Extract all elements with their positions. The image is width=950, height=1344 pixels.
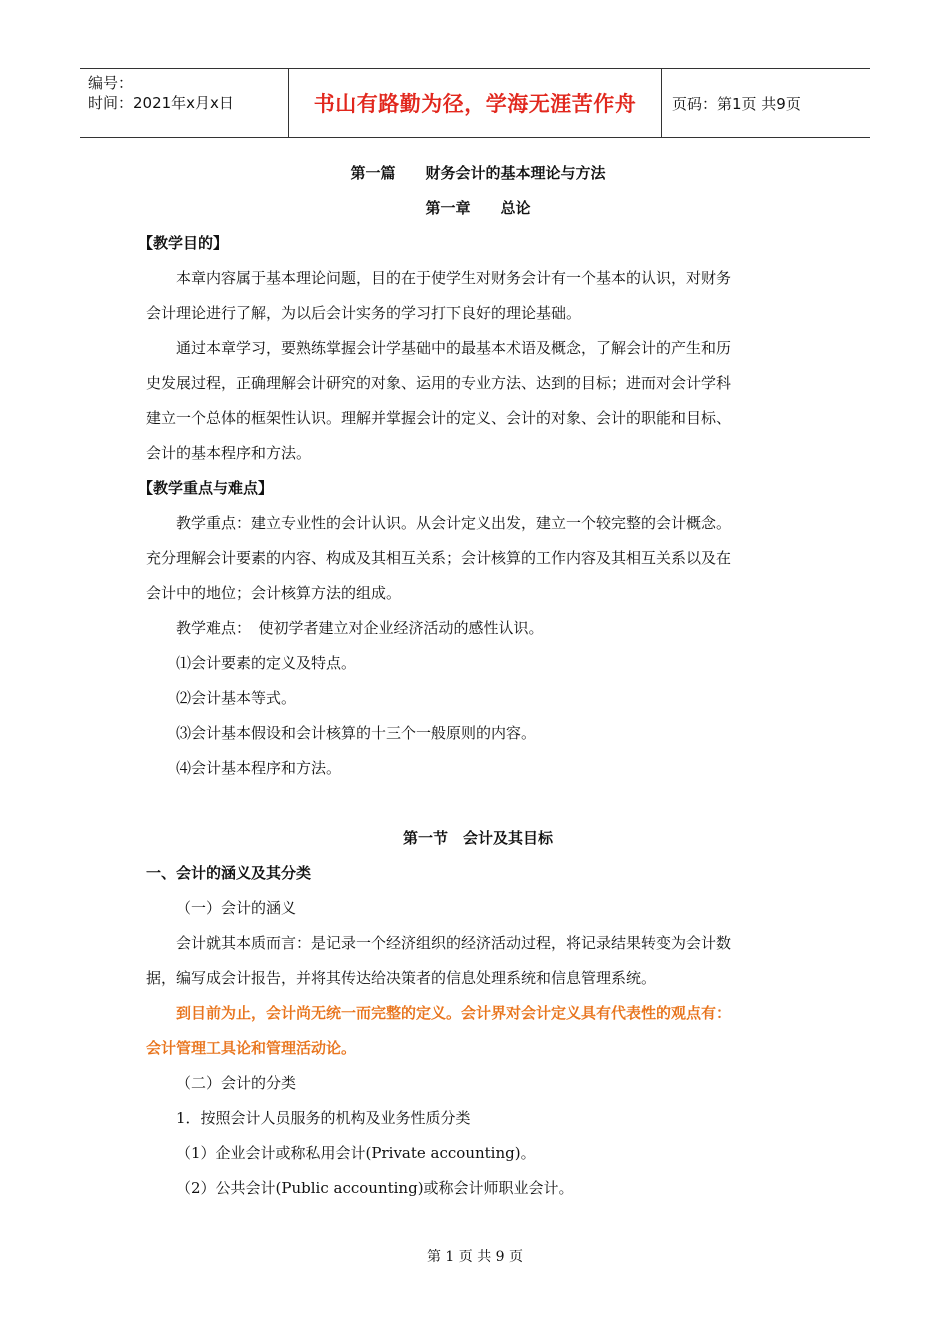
keypoints-heading: 【教学重点与难点】	[138, 479, 274, 497]
paragraph-line: 本章内容属于基本理论问题，目的在于使学生对财务会计有一个基本的认识，对财务	[176, 269, 732, 287]
chapter-title: 第一章 总论	[425, 199, 531, 217]
subheading: 一、会计的涵义及其分类	[146, 864, 312, 882]
number-label: 编号：	[88, 74, 134, 92]
paragraph-line: 会计理论进行了解，为以后会计实务的学习打下良好的理论基础。	[146, 304, 582, 322]
highlight-line: 到目前为止，会计尚无统一而完整的定义。会计界对会计定义具有代表性的观点有：	[176, 1004, 732, 1022]
document-body	[138, 156, 810, 1206]
paragraph-line: 据，编写成会计报告，并将其传达给决策者的信息处理系统和信息管理系统。	[146, 969, 657, 987]
time-label: 时间：2021年x月x日	[88, 94, 234, 112]
paragraph-line: 会计的基本程序和方法。	[146, 444, 312, 462]
part-title: 第一篇 财务会计的基本理论与方法	[350, 164, 606, 182]
paragraph-line: 史发展过程，正确理解会计研究的对象、运用的专业方法、达到的目标；进而对会计学科	[146, 374, 732, 392]
list-item: ⑶会计基本假设和会计核算的十三个一般原则的内容。	[176, 724, 537, 742]
header-motto-cell	[288, 69, 662, 137]
paragraph-line: 教学重点：建立专业性的会计认识。从会计定义出发，建立一个较完整的会计概念。	[176, 514, 732, 532]
motto: 书山有路勤为径，学海无涯苦作舟	[313, 92, 637, 116]
paragraph-line: 会计中的地位；会计核算方法的组成。	[146, 584, 402, 602]
objectives-heading: 【教学目的】	[138, 234, 229, 252]
highlight-line: 会计管理工具论和管理活动论。	[146, 1039, 357, 1057]
list-item: ⑵会计基本等式。	[176, 689, 297, 707]
paragraph-line: 建立一个总体的框架性认识。理解并掌握会计的定义、会计的对象、会计的职能和目标、	[146, 409, 732, 427]
header-page-cell	[662, 69, 870, 137]
header-left-cell	[80, 69, 288, 137]
list-item: ⑷会计基本程序和方法。	[176, 759, 342, 777]
list-item: ⑴会计要素的定义及特点。	[176, 654, 357, 672]
paragraph-line: 教学难点： 使初学者建立对企业经济活动的感性认识。	[176, 619, 544, 637]
section-title: 第一节 会计及其目标	[402, 829, 553, 847]
paragraph-line: 通过本章学习，要熟练掌握会计学基础中的最基本术语及概念，了解会计的产生和历	[176, 339, 732, 357]
subheading: （一）会计的涵义	[176, 899, 297, 917]
paragraph-line: 会计就其本质而言：是记录一个经济组织的经济活动过程，将记录结果转变为会计数	[176, 934, 732, 952]
page-footer: 第 1 页 共 9 页	[426, 1249, 524, 1265]
list-item: 1．按照会计人员服务的机构及业务性质分类	[176, 1109, 471, 1127]
header-table	[80, 68, 870, 138]
list-item: （1）企业会计或称私用会计(Private accounting)。	[176, 1144, 536, 1162]
paragraph-line: 充分理解会计要素的内容、构成及其相互关系；会计核算的工作内容及其相互关系以及在	[146, 549, 732, 567]
page-label: 页码：第1页 共9页	[672, 94, 801, 113]
list-item: （2）公共会计(Public accounting)或称会计师职业会计。	[176, 1179, 574, 1197]
subheading: （二）会计的分类	[176, 1074, 297, 1092]
